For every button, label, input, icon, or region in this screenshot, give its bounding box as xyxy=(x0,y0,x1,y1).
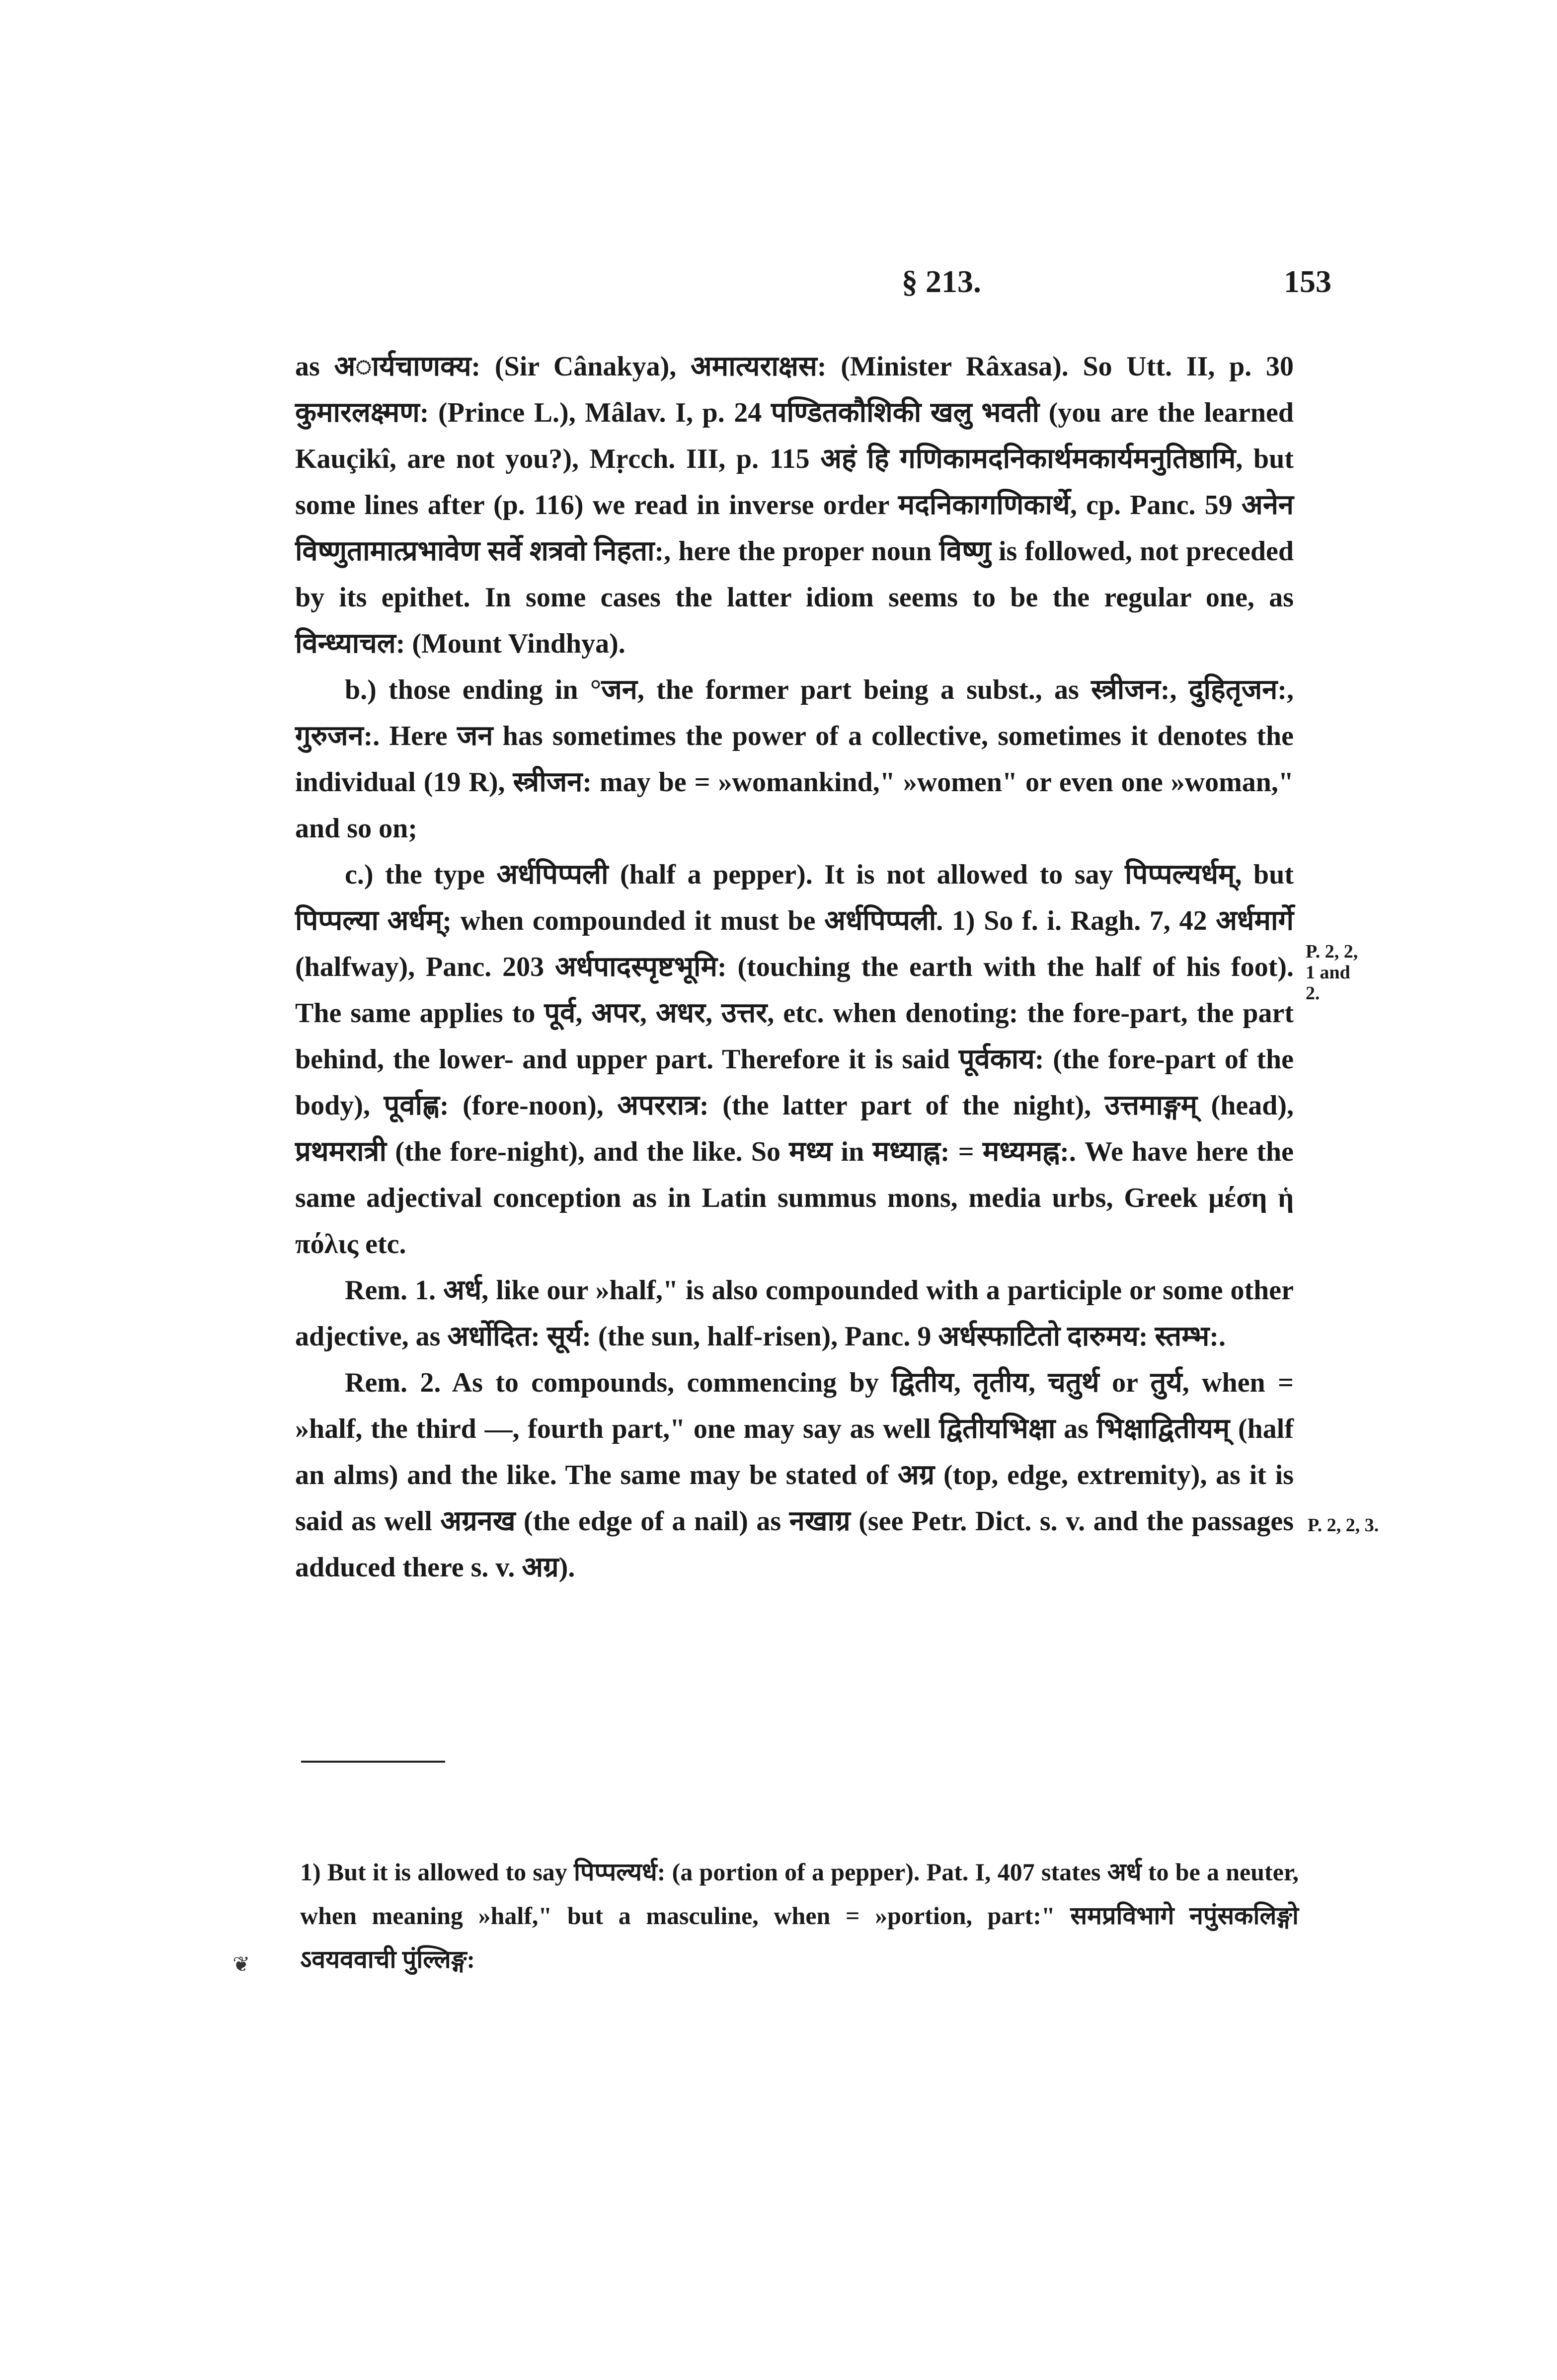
margin-note-line: P. 2, 2, xyxy=(1306,941,1358,962)
margin-note xyxy=(1306,941,1360,1004)
printer-mark: ❦ xyxy=(233,1953,250,1976)
margin-note-line: 1 and 2. xyxy=(1306,962,1350,1004)
page-header xyxy=(845,263,1331,308)
paragraph: Rem. 2. As to compounds, commencing by द्वितीय, तृतीय, चतुर्थ or तुर्य, when = »half, the third —, fourth part," one may say as well द्वितीयभिक्षा as भिक्षाद्वितीयम् (half an alms) and the like. The same may be stated of अग्र (top, edge, extremity), as it is said as well अग्रनख (the edge of a nail) as नखाग्र (see Petr. Dict. s. v. and the passages adduced there s. v. अग्र). xyxy=(295,1367,1294,1583)
margin-note-line: P. 2, 2, 3. xyxy=(1308,1515,1379,1536)
footnote xyxy=(300,1850,1299,1981)
footnote-separator xyxy=(301,1761,445,1763)
paragraph: c.) the type अर्धपिप्पली (half a pepper). It is not allowed to say पिप्पल्यर्धम्, but पिप्पल्या अर्धम्; when compounded it must be अर्धपिप्पली. 1) So f. i. Ragh. 7, 42 अर्धमार्गे (halfway), Panc. 203 अर्धपादस्पृष्टभूमि: (touching the earth with the half of his foot). The same applies to पूर्व, अपर, अधर, उत्तर, etc. when denoting: the fore-part, the part behind, the lower- and upper part. Therefore it is said पूर्वकाय: (the fore-part of the body), पूर्वाह्ण: (fore-noon), अपररात्र: (the latter part of the night), उत्तमाङ्गम् (head), प्रथमरात्री (the fore-night), and the like. So मध्य in मध्याह्न: = मध्यमह्न:. We have here the same adjectival conception as in Latin summus mons, media urbs, Greek μέση ἡ πόλις etc. xyxy=(295,859,1294,1260)
margin-note xyxy=(1308,1515,1387,1536)
footnote-text: 1) But it is allowed to say पिप्पल्यर्ध: (a portion of a pepper). Pat. I, 407 states अर्ध to be a neuter, when meaning »half," but a masculine, when = »portion, part:" समप्रविभागे नपुंसकलिङ्गो ऽवयववाची पुंल्लिङ्ग: xyxy=(300,1858,1299,1973)
paragraph: Rem. 1. अर्ध, like our »half," is also compounded with a participle or some other adjective, as अर्धोदित: सूर्य: (the sun, half-risen), Panc. 9 अर्धस्फाटितो दारुमय: स्तम्भ:. xyxy=(295,1275,1294,1352)
page-number: 153 xyxy=(1284,264,1331,299)
paragraph: b.) those ending in °जन, the former part being a subst., as स्त्रीजन:, दुहितृजन:, गुरुजन:. Here जन has sometimes the power of a collective, sometimes it denotes the individual (19 R), स्त्रीजन: may be = »womankind," »women" or even one »woman," and so on; xyxy=(295,674,1294,844)
section-number: § 213. xyxy=(902,264,981,299)
main-text xyxy=(295,344,1294,1591)
paragraph: as अार्यचाणक्य: (Sir Cânakya), अमात्यराक्षस: (Minister Râxasa). So Utt. II, p. 30 कुमारलक्ष्मण: (Prince L.), Mâlav. I, p. 24 पण्डितकौशिकी खलु भवती (you are the learned Kauçikî, are not you?), Mṛcch. III, p. 115 अहं हि गणिकामदनिकार्थमकार्यमनुतिष्ठामि, but some lines after (p. 116) we read in inverse order मदनिकागणिकार्थे, cp. Panc. 59 अनेन विष्णुतामात्प्रभावेण सर्वे शत्रवो निहता:, here the proper noun विष्णु is followed, not preceded by its epithet. In some cases the latter idiom seems to be the regular one, as विन्ध्याचल: (Mount Vindhya). xyxy=(295,351,1294,659)
